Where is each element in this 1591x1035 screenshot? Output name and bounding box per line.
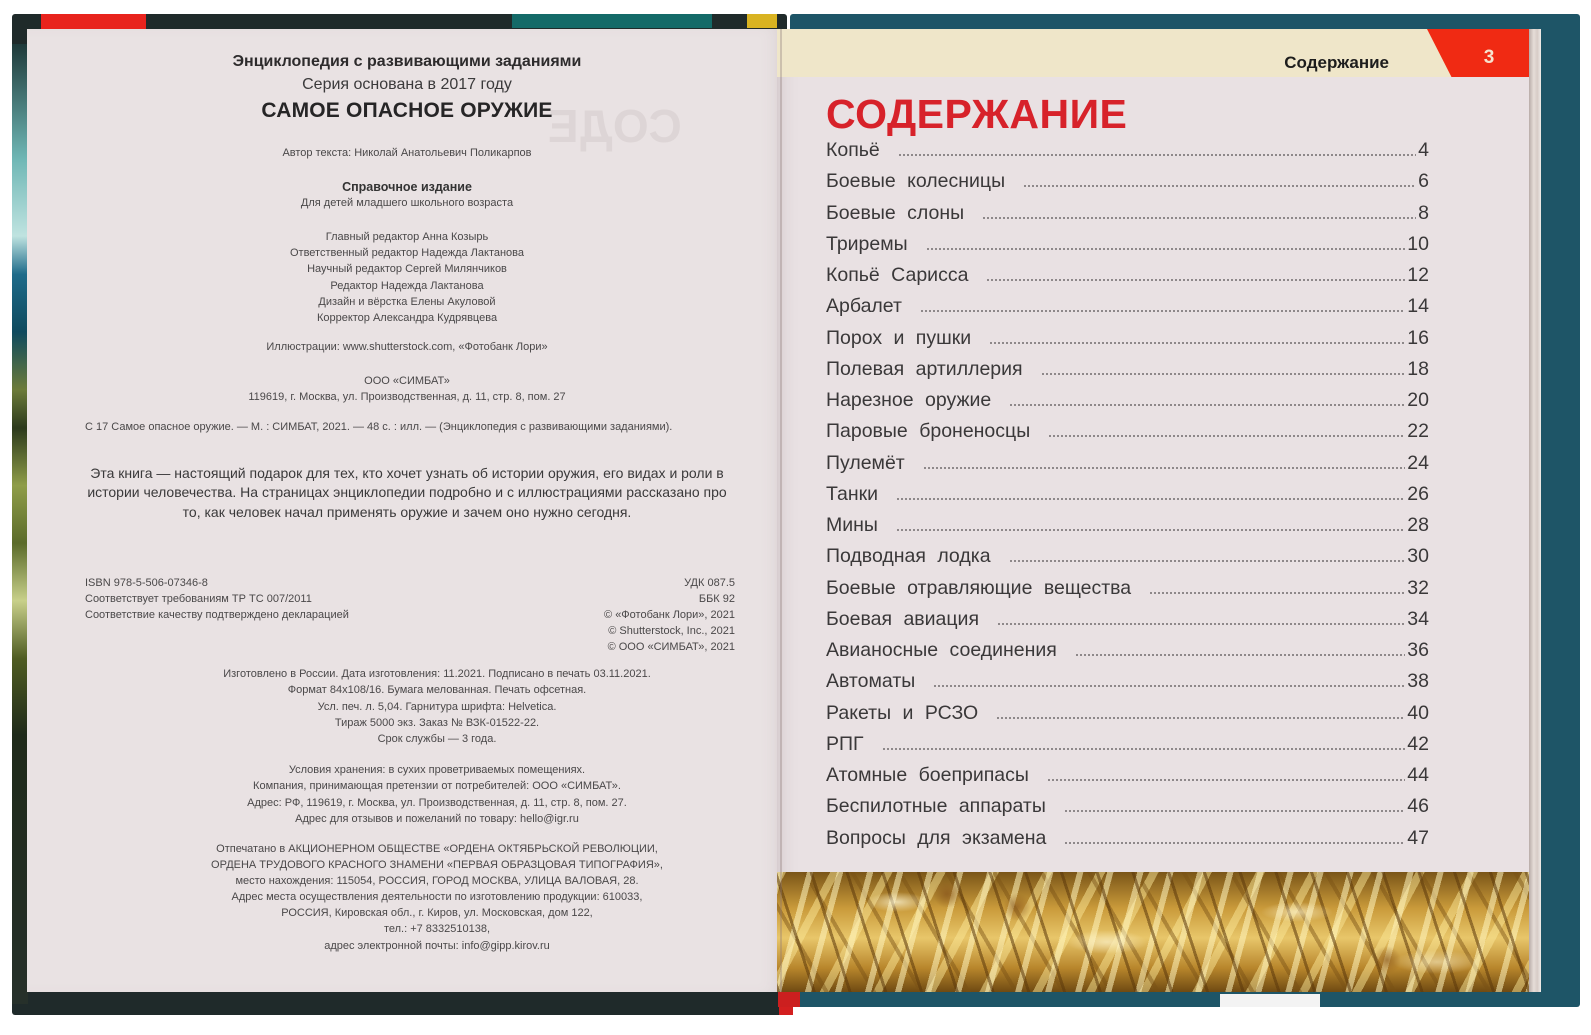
toc-entry-page: 8 — [1418, 201, 1429, 224]
manufacturing-line: Усл. печ. л. 5,04. Гарнитура шрифта: Helvetica. — [317, 700, 557, 713]
cover-red-corner — [778, 991, 800, 1007]
toc-leader-dots — [896, 498, 1405, 500]
toc-entry — [826, 420, 1429, 451]
toc-entry-page: 34 — [1407, 607, 1429, 630]
toc-leader-dots — [1041, 373, 1406, 375]
publisher-address: 119619, г. Москва, ул. Производственная, д. 11, стр. 8, пом. 27 — [248, 391, 566, 403]
toc-entry-label: Арбалет — [826, 295, 902, 318]
toc-entry-page: 38 — [1407, 670, 1429, 693]
toc-leader-dots — [882, 748, 1406, 750]
toc-entry — [826, 514, 1429, 545]
isbn-block — [85, 575, 349, 623]
toc-entry — [826, 139, 1429, 170]
printer-line: Отпечатано в АКЦИОНЕРНОМ ОБЩЕСТВЕ «ОРДЕНА ОКТЯБРЬСКОЙ РЕВОЛЮЦИИ, — [216, 843, 658, 855]
toc-entry-page: 36 — [1407, 639, 1429, 661]
toc-entry-label: Боевые колесницы — [826, 170, 1006, 193]
toc-entry-label: Триремы — [826, 232, 908, 255]
cover-gap — [1220, 994, 1320, 1007]
credit-line: Дизайн и вёрстка Елены Акуловой — [318, 295, 496, 308]
toc-entry-label: Копьё Сарисса — [826, 264, 969, 286]
toc-entry-page: 26 — [1407, 482, 1429, 505]
toc-entry-label: Вопросы для экзамена — [826, 826, 1047, 849]
bullets-photo — [777, 872, 1529, 992]
toc-leader-dots — [920, 310, 1405, 312]
toc-entry — [826, 608, 1429, 639]
illustrations-credit: Иллюстрации: www.shutterstock.com, «Фотобанк Лори» — [266, 341, 548, 353]
toc-entry — [826, 764, 1429, 795]
toc-entry — [826, 827, 1429, 858]
toc-entry — [826, 577, 1429, 608]
toc-entry — [826, 702, 1429, 733]
toc-entry — [826, 202, 1429, 233]
toc-entry-label: Мины — [826, 514, 878, 536]
credit-line: Ответственный редактор Надежда Лактанова — [289, 247, 525, 260]
printer-line: тел.: +7 8332510138, — [383, 923, 491, 936]
toc-leader-dots — [997, 623, 1405, 625]
bbk: ББК 92 — [698, 593, 735, 605]
series-name: Энциклопедия с развивающими заданиями — [232, 53, 582, 70]
toc-entry-page: 30 — [1407, 545, 1429, 568]
bibliographic-record: С 17 Самое опасное оружие. — М. : СИМБАТ, 2021. — 48 с. : илл. — (Энциклопедия с развивающими заданиями). — [85, 421, 673, 433]
printer-line: место нахождения: 115054, РОССИЯ, ГОРОД МОСКВА, УЛИЦА ВАЛОВАЯ, 28. — [235, 875, 639, 888]
toc-leader-dots — [896, 529, 1405, 531]
manufacturing-block — [137, 666, 737, 747]
toc-entry-label: Подводная лодка — [826, 545, 991, 568]
storage-line: Адрес для отзывов и пожеланий по товару: hello@igr.ru — [295, 812, 579, 825]
toc-entry-label: Боевые слоны — [826, 201, 965, 224]
toc-entry-page: 44 — [1407, 764, 1429, 786]
toc-entry — [826, 327, 1429, 358]
series-founded: Серия основана в 2017 году — [302, 76, 512, 93]
toc-entry-label: Авианосные соединения — [826, 639, 1057, 661]
toc-entry — [826, 670, 1429, 701]
compliance-line: Соответствует требованиям ТР ТС 007/2011 — [85, 593, 312, 605]
cover-red-band — [41, 14, 146, 30]
copyright-line: © Shutterstock, Inc., 2021 — [608, 625, 735, 637]
printer-block — [127, 841, 747, 954]
toc-leader-dots — [1064, 810, 1405, 812]
printer-line: РОССИЯ, Кировская обл., г. Киров, ул. Московская, дом 122, — [281, 907, 593, 920]
manufacturing-line: Тираж 5000 экз. Заказ № ВЗК-01522-22. — [334, 716, 540, 729]
toc-entry-label: Боевые отравляющие вещества — [826, 576, 1132, 599]
toc-entry-label: Пулемёт — [826, 451, 905, 474]
book-title: САМОЕ ОПАСНОЕ ОРУЖИЕ — [261, 99, 553, 122]
credit-line: Редактор Надежда Лактанова — [330, 279, 484, 292]
storage-line: Условия хранения: в сухих проветриваемых помещениях. — [288, 764, 586, 776]
manufacturing-line: Срок службы — 3 года. — [377, 733, 497, 746]
imprint-page — [27, 29, 787, 992]
toc-leader-dots — [898, 154, 1416, 156]
page-edge — [1529, 29, 1541, 992]
toc-entry-label: Боевая авиация — [826, 607, 980, 630]
toc-entry-label: Копьё — [826, 139, 880, 161]
cover-art-strip — [12, 44, 28, 1004]
toc-entry — [826, 389, 1429, 420]
toc-leader-dots — [933, 685, 1405, 687]
toc-entry-label: Порох и пушки — [826, 326, 972, 349]
toc-entry-page: 22 — [1407, 420, 1429, 443]
isbn: ISBN 978-5-506-07346-8 — [85, 577, 208, 589]
toc-leader-dots — [1064, 842, 1405, 844]
toc-entry-label: Танки — [826, 482, 879, 505]
page-title: СОДЕРЖАНИЕ — [826, 91, 1128, 137]
toc-entry-page: 4 — [1418, 139, 1429, 161]
toc-entry-page: 12 — [1407, 264, 1429, 286]
toc-leader-dots — [989, 342, 1405, 344]
cover-teal-band — [512, 14, 712, 28]
printer-line: Адрес места осуществления деятельности по изготовлению продукции: 610033, — [231, 891, 643, 904]
toc-entry-page: 32 — [1407, 576, 1429, 599]
toc-leader-dots — [1075, 654, 1405, 656]
page-number: 3 — [1483, 47, 1495, 68]
storage-line: Компания, принимающая претензии от потребителей: ООО «СИМБАТ». — [253, 780, 621, 793]
copyright-line: © ООО «СИМБАТ», 2021 — [607, 641, 735, 653]
toc-leader-dots — [1048, 435, 1405, 437]
toc-entry-label: Беспилотные аппараты — [826, 795, 1046, 818]
toc-leader-dots — [986, 279, 1405, 281]
toc-leader-dots — [926, 248, 1406, 250]
book-description: Эта книга — настоящий подарок для тех, кто хочет узнать об истории оружия, его видах и роли в истории человечества. На страницах энциклопедии подробно и с иллюстрациями рассказано про то, как человек начал применять оружие и зачем оно нужно сегодня. — [87, 465, 727, 520]
toc-entry-page: 46 — [1407, 795, 1429, 818]
credit-line: Корректор Александра Кудрявцева — [316, 312, 498, 325]
toc-entry — [826, 639, 1429, 670]
toc-entry-page: 47 — [1407, 826, 1429, 849]
toc-entry — [826, 545, 1429, 576]
toc-entry-page: 10 — [1407, 232, 1429, 255]
printer-line: ОРДЕНА ТРУДОВОГО КРАСНОГО ЗНАМЕНИ «ПЕРВАЯ ОБРАЗЦОВАЯ ТИПОГРАФИЯ», — [211, 859, 663, 872]
credit-line: Научный редактор Сергей Милянчиков — [307, 263, 507, 276]
toc-entry-page: 20 — [1407, 389, 1429, 411]
book-gutter — [780, 29, 782, 992]
manufacturing-line: Формат 84x108/16. Бумага мелованная. Печать офсетная. — [287, 684, 587, 697]
edition-type: Справочное издание — [342, 180, 472, 194]
printer-line: адрес электронной почты: info@gipp.kirov.ru — [324, 939, 550, 952]
toc-entry-label: Автоматы — [826, 670, 916, 693]
toc-entry-page: 6 — [1418, 170, 1429, 193]
toc-entry-page: 16 — [1407, 326, 1429, 349]
toc-entry-label: Атомные боеприпасы — [826, 764, 1029, 786]
toc-entry — [826, 795, 1429, 826]
toc-entry-page: 18 — [1407, 357, 1429, 380]
manufacturing-line: Изготовлено в России. Дата изготовления: 11.2021. Подписано в печать 03.11.2021. — [223, 668, 651, 680]
copyright-line: © «Фотобанк Лори», 2021 — [604, 609, 735, 621]
toc-entry-label: Паровые броненосцы — [826, 420, 1031, 443]
toc-entry-label: РПГ — [826, 732, 864, 755]
toc-entry-page: 14 — [1407, 295, 1429, 318]
toc-leader-dots — [1009, 404, 1405, 406]
toc-leader-dots — [1009, 560, 1406, 562]
toc-entry — [826, 170, 1429, 201]
toc-entry-label: Нарезное оружие — [826, 389, 992, 411]
credit-line: Главный редактор Анна Козырь — [325, 231, 489, 243]
toc-entry — [826, 264, 1429, 295]
credits-block — [27, 229, 787, 326]
toc-entry-label: Полевая артиллерия — [826, 357, 1023, 380]
publisher-block — [27, 373, 787, 405]
table-of-contents — [826, 139, 1429, 858]
toc-entry-page: 24 — [1407, 451, 1429, 474]
toc-entry — [826, 483, 1429, 514]
quality-line: Соответствие качеству подтверждено декларацией — [85, 609, 349, 621]
toc-entry — [826, 358, 1429, 389]
page-header — [777, 29, 1529, 77]
contents-page — [777, 29, 1529, 992]
toc-entry — [826, 452, 1429, 483]
toc-entry-page: 42 — [1407, 732, 1429, 755]
author-line: Автор текста: Николай Анатольевич Поликарпов — [282, 147, 532, 159]
toc-entry — [826, 295, 1429, 326]
toc-entry — [826, 733, 1429, 764]
toc-entry-label: Ракеты и РСЗО — [826, 701, 979, 724]
audience-line: Для детей младшего школьного возраста — [300, 197, 514, 209]
cover-yellow-band — [747, 14, 777, 28]
storage-line: Адрес: РФ, 119619, г. Москва, ул. Производственная, д. 11, стр. 8, пом. 27. — [247, 796, 627, 809]
toc-leader-dots — [1047, 779, 1405, 781]
classification-block — [604, 575, 735, 655]
bullets-photo-highlights — [777, 872, 1529, 992]
toc-leader-dots — [1149, 592, 1405, 594]
toc-leader-dots — [1023, 185, 1416, 187]
toc-entry — [826, 233, 1429, 264]
udk: УДК 087.5 — [684, 577, 735, 589]
storage-block — [137, 762, 737, 827]
publisher-name: ООО «СИМБАТ» — [364, 375, 450, 387]
toc-leader-dots — [982, 217, 1416, 219]
toc-entry-page: 40 — [1407, 701, 1429, 724]
toc-entry-page: 28 — [1407, 514, 1429, 536]
toc-leader-dots — [996, 717, 1405, 719]
toc-leader-dots — [923, 467, 1406, 469]
running-header: Содержание — [1284, 53, 1389, 72]
show-through-text: СОДЕ — [547, 100, 682, 152]
